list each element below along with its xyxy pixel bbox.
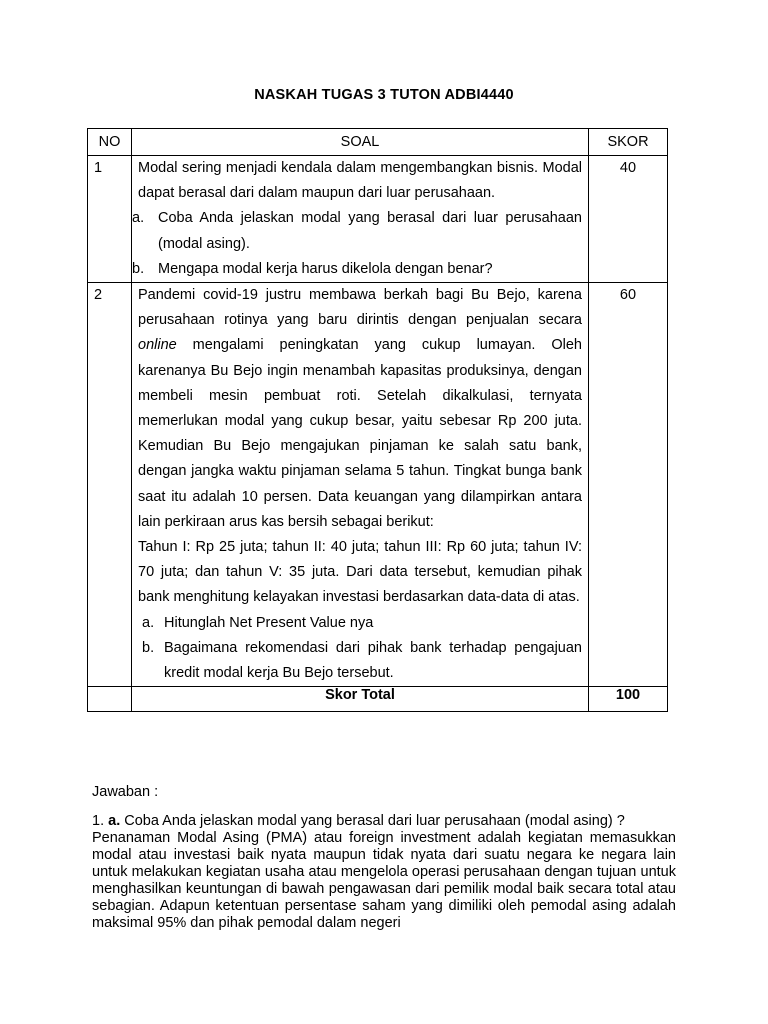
answer-body: Penanaman Modal Asing (PMA) atau foreign investment adalah kegiatan memasukkan modal atau investasi baik nyata maupun tidak nyata dari suatu negara ke negara lain untuk melakukan kegiatan usaha atau mengelola operasi perusahaan dengan tujuan untuk menghasilkan keuntungan di bawah pengawasan dari pemilik modal baik secara total atau sebagian. Adapun ketentuan persentase saham yang dimiliki oleh pemodal asing adalah maksimal 95% dan pihak pemodal dalam negeri <box>92 830 676 931</box>
row-number: 1 <box>88 156 132 283</box>
header-no: NO <box>88 129 132 156</box>
list-item <box>138 636 582 686</box>
empty-cell <box>88 687 132 712</box>
question-table <box>87 128 668 712</box>
list-marker: b. <box>142 639 155 656</box>
document-title: NASKAH TUGAS 3 TUTON ADBI4440 <box>254 87 514 103</box>
table-header-row <box>88 129 668 156</box>
intro-text-continued: mengalami peningkatan yang cukup lumayan. Oleh karenanya Bu Bejo ingin menambah kapasitas produksinya, dengan membeli mesin pembuat roti. Setelah dikalkulasi, ternyata memerlukan modal yang cukup besar, yaitu sebesar Rp 200 juta. Kemudian Bu Bejo mengajukan pinjaman ke salah satu bank, dengan jangka waktu pinjaman selama 5 tahun. Tingkat bunga bank saat itu adalah 10 persen. Data keuangan yang dilampirkan antara lain perkiraan arus kas bersih sebagai berikut: <box>138 337 582 530</box>
list-marker: b. <box>132 260 145 277</box>
list-text: Hitunglah Net Present Value nya <box>164 614 374 631</box>
list-text: Coba Anda jelaskan modal yang berasal dari luar perusahaan (modal asing). <box>158 210 582 252</box>
row-number: 2 <box>88 283 132 687</box>
answer-number: 1. <box>92 813 105 829</box>
header-skor: SKOR <box>589 129 668 156</box>
table-row <box>88 156 668 283</box>
total-value: 100 <box>589 687 668 712</box>
list-item <box>132 257 582 282</box>
total-row <box>88 687 668 712</box>
intro-text: Pandemi covid-19 justru membawa berkah bagi Bu Bejo, karena perusahaan rotinya yang baru dirintis dengan penjualan secara <box>138 287 582 329</box>
question-intro <box>138 283 582 535</box>
list-item <box>132 206 582 256</box>
intro-italic-text: online <box>138 337 177 354</box>
list-text: Bagaimana rekomendasi dari pihak bank terhadap pengajuan kredit modal kerja Bu Bejo tersebut. <box>164 639 582 682</box>
question-cell <box>132 283 589 687</box>
cashflow-data-text: Tahun I: Rp 25 juta; tahun II: 40 juta; tahun III: Rp 60 juta; tahun IV: 70 juta; dan tahun V: 35 juta. Dari data tersebut, kemudian pihak bank menghitung kelayakan investasi berdasarkan data-data di atas. <box>138 539 582 606</box>
question-intro: Modal sering menjadi kendala dalam mengembangkan bisnis. Modal dapat berasal dari dalam maupun dari luar perusahaan. <box>138 160 582 202</box>
answer-label: Jawaban : <box>92 784 159 800</box>
question-cell <box>132 156 589 283</box>
list-marker: a. <box>132 210 145 227</box>
list-item <box>138 611 582 636</box>
list-text: Mengapa modal kerja harus dikelola dengan benar? <box>158 260 493 277</box>
total-label: Skor Total <box>132 687 589 712</box>
answer-sub-marker: a. <box>108 813 121 829</box>
list-marker: a. <box>142 614 155 631</box>
answer-section <box>92 784 676 932</box>
score-cell: 60 <box>589 283 668 687</box>
score-cell: 40 <box>589 156 668 283</box>
header-soal: SOAL <box>132 129 589 156</box>
answer-question-text: Coba Anda jelaskan modal yang berasal dari luar perusahaan (modal asing) ? <box>124 813 625 829</box>
table-row <box>88 283 668 687</box>
answer-question <box>92 813 676 830</box>
